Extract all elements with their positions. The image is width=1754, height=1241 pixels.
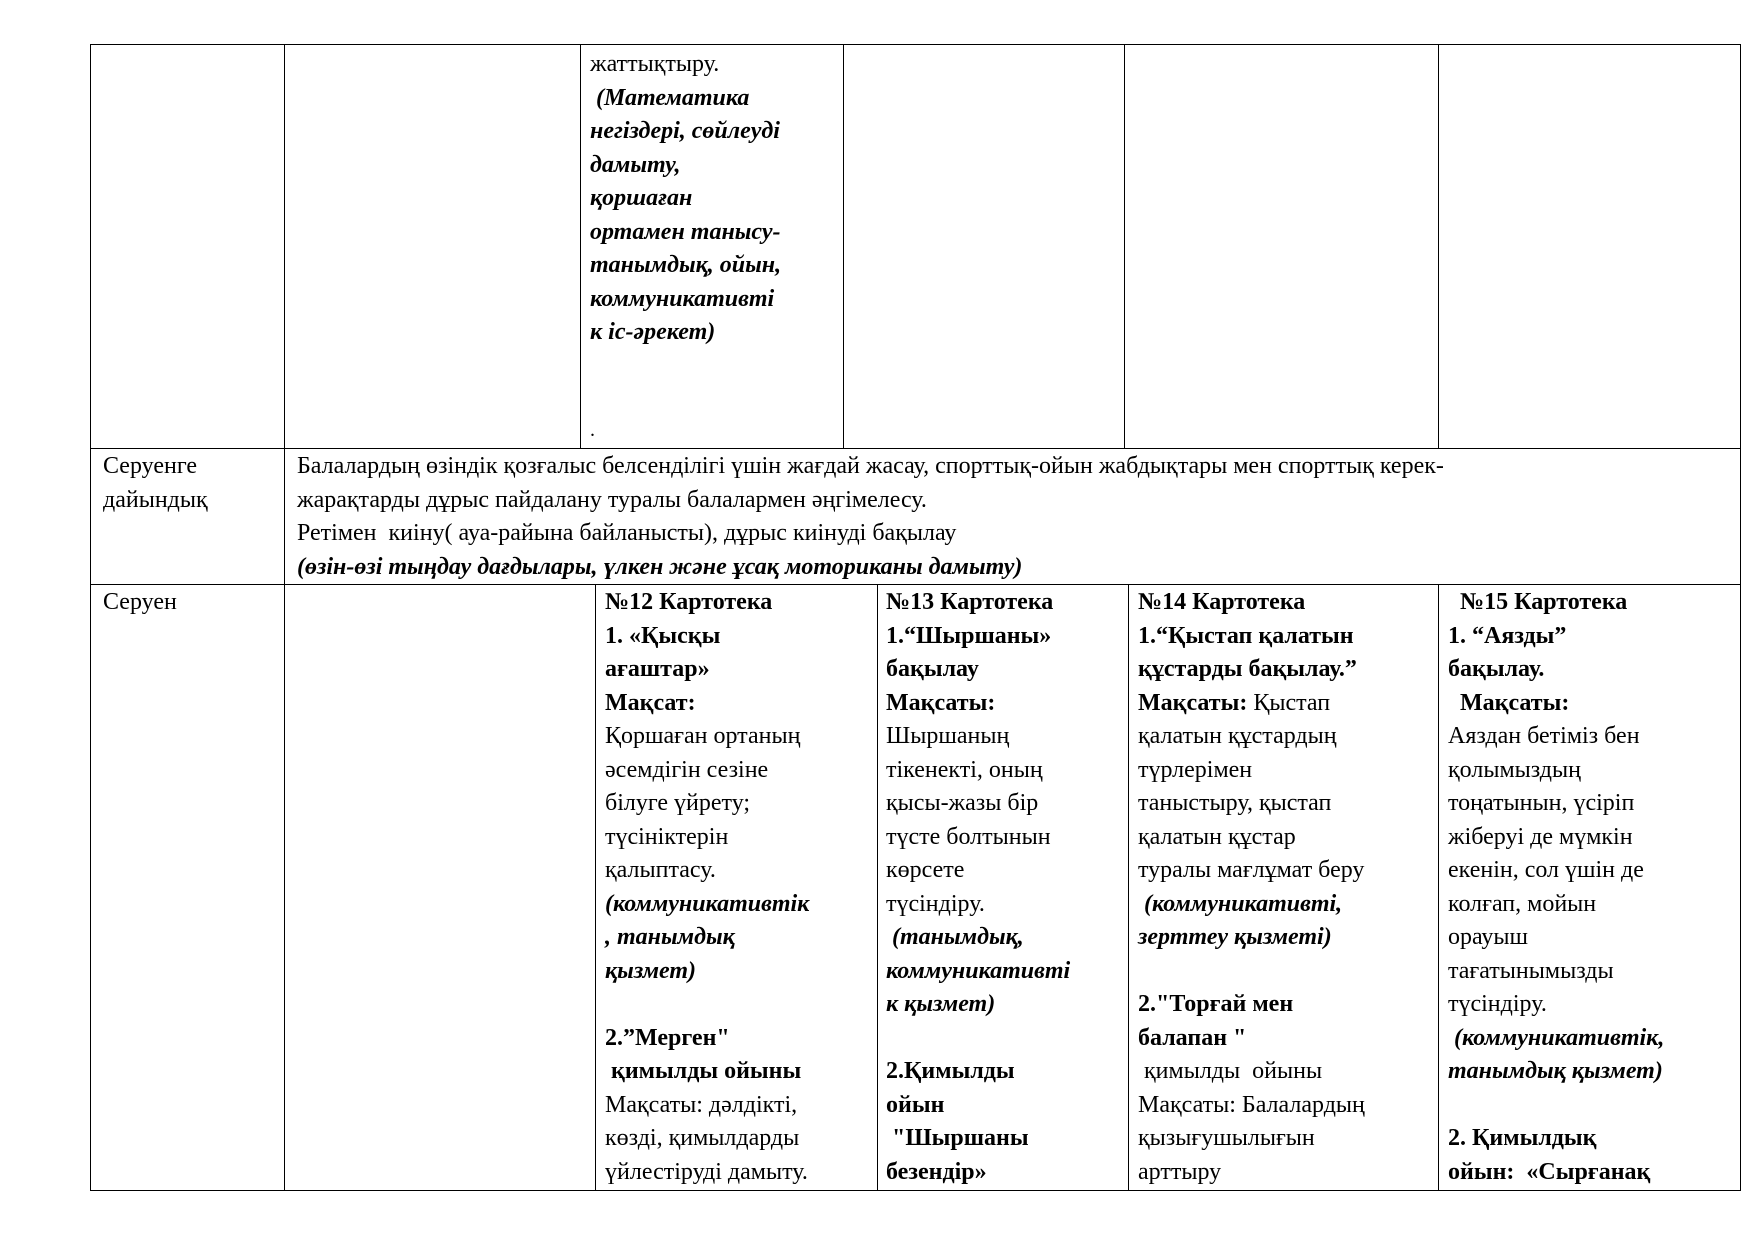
text-line: түсініктерін	[605, 823, 729, 850]
text-line: бақылау.	[1448, 656, 1545, 682]
text-line: №12 Картотека	[605, 589, 773, 615]
text-line: арттыру	[1138, 1158, 1222, 1185]
text-line: (коммуникативтік	[605, 890, 810, 917]
row3-col3-lines	[605, 586, 873, 1189]
table-border-bottom	[90, 1190, 1741, 1191]
text-line: (Математика	[590, 84, 750, 111]
text-line: 1.“Қыстап қалатын	[1138, 622, 1354, 649]
row2-content-cell	[297, 450, 1737, 584]
row3-col5-lines	[1138, 586, 1436, 1189]
text-line: қолымыздың	[1448, 756, 1581, 783]
col-divider-5-top	[1438, 44, 1439, 449]
col-divider-2-bottom	[595, 584, 596, 1191]
text-line: екенін, сол үшін де	[1448, 857, 1644, 883]
text-line: коммуникативті	[886, 957, 1071, 984]
row3-col4-cell	[886, 586, 1126, 1189]
text-line: Шыршаның	[886, 723, 1010, 749]
row3-label-cell	[103, 586, 177, 620]
row-divider-1	[90, 448, 1741, 449]
text-line: №14 Картотека	[1138, 589, 1306, 615]
text-line: ағаштар»	[605, 656, 710, 682]
text-line: түсте болтынын	[886, 823, 1051, 850]
text-line: үйлестіруді дамыту.	[605, 1158, 808, 1185]
text-line: қалатын құстар	[1138, 823, 1296, 850]
text-line: безендір»	[886, 1158, 987, 1185]
text-line: тікенекті, оның	[886, 756, 1043, 783]
text-line: ойын	[886, 1091, 945, 1118]
text-line: көрсете	[886, 857, 965, 883]
col-divider-1	[284, 44, 285, 1191]
text-line: Мақсаты: Балалардың	[1138, 1091, 1365, 1118]
row3-col4-lines	[886, 586, 1126, 1189]
text-line: түсіндіру.	[1448, 991, 1547, 1017]
row3-label: Серуен	[103, 589, 177, 615]
text-line: Мақсаты:	[886, 689, 996, 716]
text-line: негіздері, сөйлеуді	[590, 118, 780, 144]
text-line: (коммуникативті,	[1138, 890, 1343, 917]
table-border-right	[1740, 44, 1741, 1191]
text-line	[1138, 955, 1436, 989]
text-line: танымдық, ойын,	[590, 252, 782, 278]
text-line: колғап, мойын	[1448, 890, 1597, 917]
text-line	[1138, 687, 1436, 721]
text-line: түсіндіру.	[886, 890, 985, 917]
text-line: 2. Қимылдық	[1448, 1125, 1597, 1151]
text-line: Мақсаты:	[1448, 689, 1570, 716]
text-line: бақылау	[886, 656, 979, 682]
text-line: әсемдігін сезіне	[605, 756, 769, 783]
col-divider-4-bottom	[1128, 584, 1129, 1191]
text-line: жаттықтыру.	[590, 51, 720, 77]
text-line: 1. «Қысқы	[605, 622, 721, 649]
text-line: Балалардың өзіндік қозғалыс белсенділігі үшін жағдай жасау, спорттық-ойын жабдықтары мен спорттық керек-	[297, 453, 1444, 479]
text-line: "Шыршаны	[886, 1125, 1029, 1151]
text-line: 2."Торғай мен	[1138, 991, 1294, 1017]
text-line: (коммуникативтік,	[1448, 1024, 1665, 1051]
col-divider-3-bottom	[877, 584, 878, 1191]
text-line	[886, 1022, 1126, 1056]
text-line: тоңатынын, үсіріп	[1448, 790, 1635, 816]
row2-label-line-1: Серуенге	[103, 453, 197, 479]
text-line: ойын: «Сырғанақ	[1448, 1158, 1651, 1185]
text-line: балапан "	[1138, 1024, 1247, 1051]
text-line: 1.“Шыршаны»	[886, 622, 1052, 649]
text-line: дамыту,	[590, 151, 681, 178]
row3-col3-cell	[605, 586, 873, 1189]
text-line: Ретімен киіну( ауа-райына байланысты), дұрыс киінуді бақылау	[297, 520, 957, 546]
text-line: қимылды ойыны	[1138, 1058, 1323, 1084]
text-line: жіберуі де мүмкін	[1448, 823, 1633, 850]
text-line: білуге үйрету;	[605, 790, 751, 816]
text-line: №15 Картотека	[1448, 589, 1628, 615]
row1-col3-cell	[590, 48, 840, 350]
text-line: к іс-әрекет)	[590, 319, 716, 345]
col-divider-3-top	[843, 44, 844, 449]
text-line: (танымдық,	[886, 924, 1024, 950]
table-border-left	[90, 44, 91, 1191]
text-line: Мақсаты: дәлдікті,	[605, 1091, 798, 1118]
row2-label-line-2: дайындық	[103, 486, 208, 513]
text-line: түрлерімен	[1138, 756, 1253, 783]
text-line: коммуникативті	[590, 285, 775, 312]
text-line-normal-part: Қыстап	[1247, 689, 1331, 716]
text-line-bold-part: Мақсаты:	[1138, 689, 1248, 716]
text-line: ортамен танысу-	[590, 218, 781, 245]
text-line: құстарды бақылау.”	[1138, 656, 1357, 682]
text-line: қызығушылығын	[1138, 1125, 1315, 1151]
col-divider-4-top	[1124, 44, 1125, 449]
text-line: Аяздан бетіміз бен	[1448, 723, 1640, 749]
text-line: көзді, қимылдарды	[605, 1125, 800, 1151]
row3-col6-lines	[1448, 586, 1738, 1189]
col-divider-5-bottom	[1438, 584, 1439, 1191]
text-line: к қызмет)	[886, 991, 996, 1017]
text-line: жарақтарды дұрыс пайдалану туралы балалармен әңгімелесу.	[297, 486, 927, 513]
text-line: Қоршаған ортаның	[605, 723, 801, 749]
text-line	[605, 988, 873, 1022]
text-line: қысы-жазы бір	[886, 790, 1039, 816]
text-line: тағатынымызды	[1448, 957, 1614, 984]
text-line: №13 Картотека	[886, 589, 1054, 615]
text-line: орауыш	[1448, 924, 1529, 950]
text-line: қимылды ойыны	[605, 1058, 802, 1084]
row3-col5-cell	[1138, 586, 1436, 1189]
row-divider-2	[90, 584, 1741, 585]
text-line: (өзін-өзі тыңдау дағдылары, үлкен және ұсақ моториканы дамыту)	[297, 553, 1023, 580]
row1-col3-lines	[590, 48, 840, 350]
col-divider-2-top	[580, 44, 581, 449]
row2-content-lines	[297, 450, 1737, 584]
row3-col6-cell	[1448, 586, 1738, 1189]
text-line: зерттеу қызметі)	[1138, 924, 1332, 950]
row2-label-cell	[103, 450, 281, 517]
row1-col3-dot: .	[590, 419, 595, 441]
text-line: , танымдық	[605, 924, 735, 950]
text-line: қалатын құстардың	[1138, 723, 1337, 749]
text-line: қызмет)	[605, 957, 697, 984]
text-line: қоршаған	[590, 185, 693, 211]
text-line: қалыптасу.	[605, 857, 716, 883]
text-line: 2.”Мерген"	[605, 1024, 730, 1051]
text-line: туралы мағлұмат беру	[1138, 857, 1365, 883]
text-line: танымдық қызмет)	[1448, 1058, 1663, 1084]
text-line: 2.Қимылды	[886, 1058, 1015, 1084]
table-border-top	[90, 44, 1741, 45]
text-line: 1. “Аязды”	[1448, 622, 1567, 649]
text-line	[1448, 1089, 1738, 1123]
text-line: Мақсат:	[605, 689, 696, 716]
text-line: таныстыру, қыстап	[1138, 790, 1332, 816]
